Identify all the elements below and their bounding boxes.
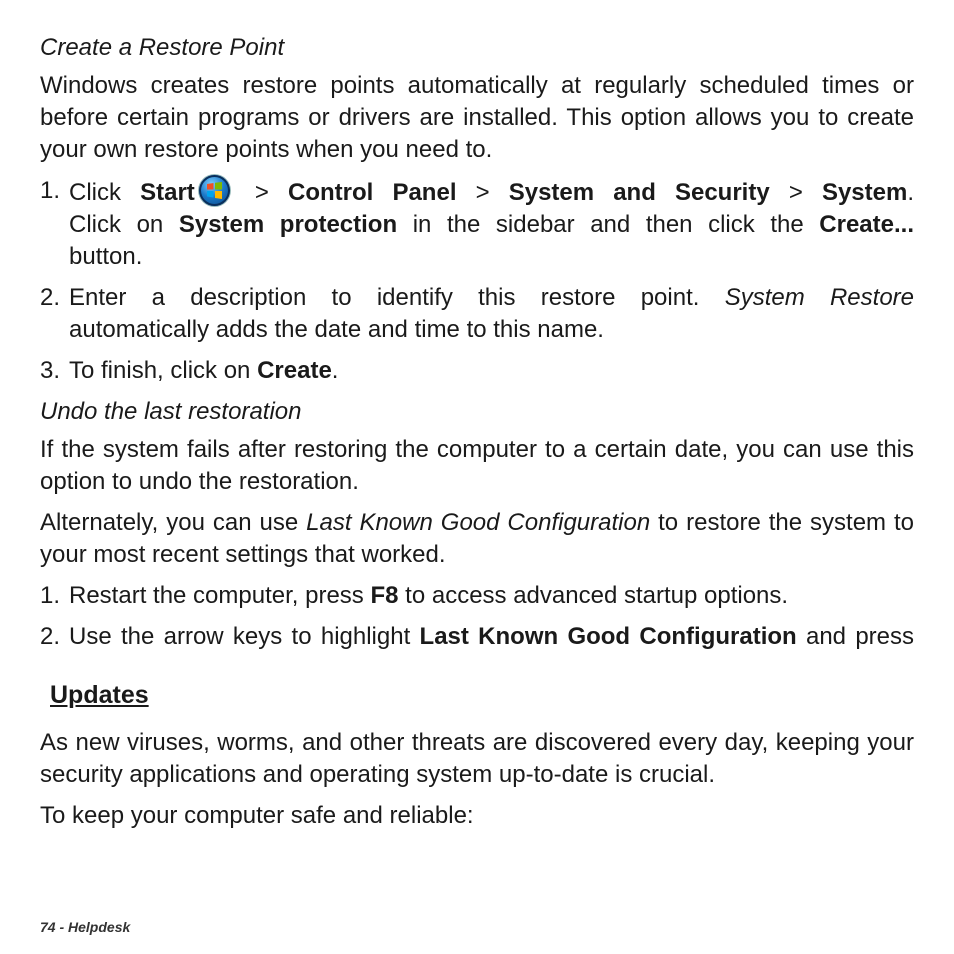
step-line — [69, 175, 914, 209]
system-and-security-label: System and Security — [508, 179, 770, 206]
paragraph-keep-safe: To keep your computer safe and reliable: — [40, 802, 474, 829]
page-content — [40, 32, 914, 841]
step-text: and press — [805, 623, 915, 650]
step-1-restart — [40, 580, 914, 612]
page-footer: 74 - Helpdesk — [40, 919, 131, 935]
para-text: to restore the system to your most recent settings that worked. — [40, 509, 915, 568]
step-2-select-option — [40, 621, 914, 653]
system-label: System — [821, 179, 908, 206]
start-label: Start — [140, 179, 195, 206]
step-line — [69, 621, 914, 653]
paragraph-restore-intro: Windows creates restore points automatically at regularly scheduled times or before certain programs or drivers are installed. This option allows you to create your own restore points when you need to. — [40, 72, 914, 163]
step-number: 1. — [40, 582, 61, 609]
step-number: 2. — [40, 284, 61, 311]
step-text: Click — [69, 179, 121, 206]
last-known-good-term: Last Known Good Configuration — [306, 509, 651, 536]
step-line — [69, 209, 914, 241]
windows-start-orb-icon — [199, 175, 230, 206]
step-1-open-system-protection — [40, 175, 914, 273]
system-restore-term: System Restore — [724, 284, 914, 311]
step-text: in the sidebar and then click the — [412, 211, 804, 238]
create-button-label: Create... — [819, 211, 914, 238]
step-text: To finish, click on — [69, 357, 251, 384]
step-3-finish — [40, 355, 914, 387]
subheading-create-restore-point: Create a Restore Point — [40, 34, 285, 61]
para-text: Alternately, you can use — [40, 509, 299, 536]
path-separator: > — [475, 179, 490, 206]
step-text: Enter a description to identify this restore point. — [69, 284, 700, 311]
step-line — [69, 282, 914, 314]
paragraph-updates-intro: As new viruses, worms, and other threats are discovered every day, keeping your security applications and operating system up-to-date is crucial. — [40, 729, 914, 788]
step-text: . — [907, 179, 914, 206]
step-number: 2. — [40, 623, 61, 650]
step-line — [69, 241, 914, 273]
step-number: 1. — [40, 177, 61, 204]
paragraph-undo-intro: If the system fails after restoring the computer to a certain date, you can use this option to undo the restoration. — [40, 436, 914, 495]
subheading-undo-last-restoration: Undo the last restoration — [40, 398, 302, 425]
system-protection-label: System protection — [178, 211, 398, 238]
path-separator: > — [788, 179, 803, 206]
f8-key-label: F8 — [370, 582, 399, 609]
step-number: 3. — [40, 357, 61, 384]
control-panel-label: Control Panel — [288, 179, 457, 206]
path-separator: > — [254, 179, 269, 206]
step-2-enter-description — [40, 282, 914, 346]
section-heading-updates: Updates — [50, 681, 149, 709]
step-text: . — [331, 357, 339, 384]
step-text: to access advanced startup options. — [405, 582, 789, 609]
step-text: Use the arrow keys to highlight — [69, 623, 411, 650]
last-known-good-option-label: Last Known Good Configuration — [419, 623, 797, 650]
step-text: automatically adds the date and time to this name. — [69, 316, 604, 343]
step-line — [69, 314, 914, 346]
step-text: Restart the computer, press — [69, 582, 364, 609]
paragraph-last-known-good — [40, 507, 914, 571]
step-text: Click on — [69, 211, 164, 238]
step-text: button. — [69, 243, 143, 270]
create-label: Create — [257, 357, 332, 384]
